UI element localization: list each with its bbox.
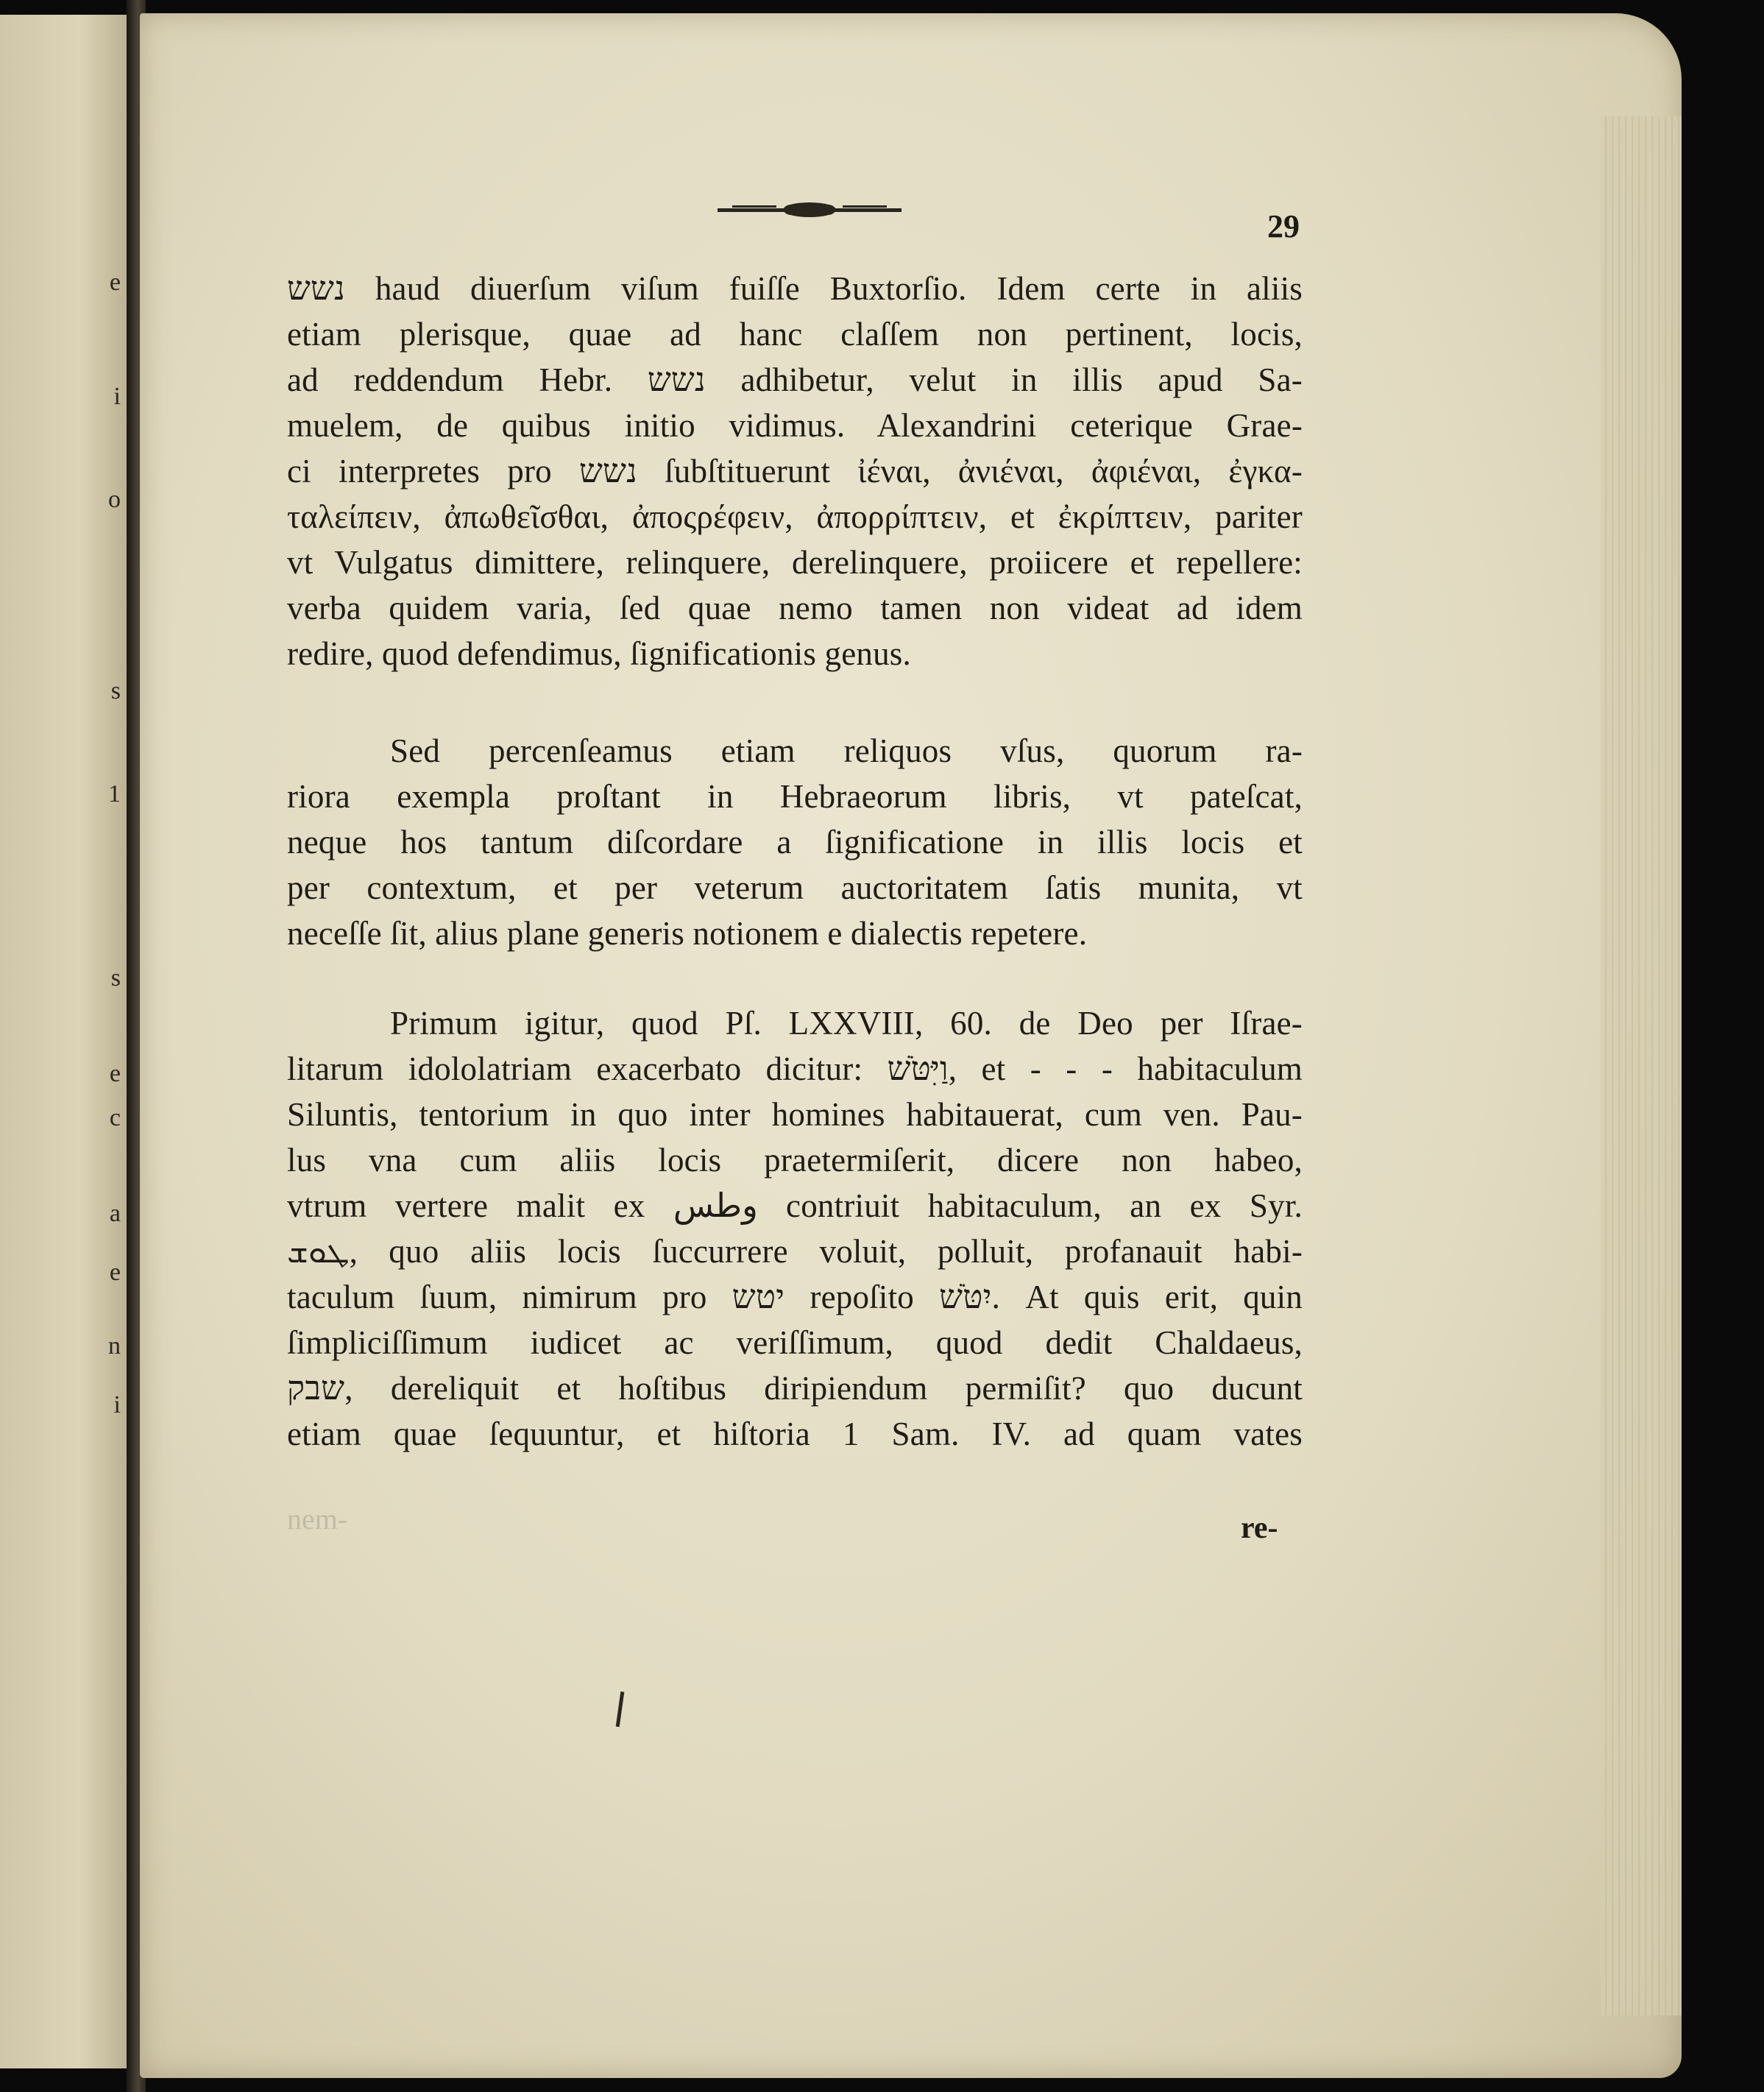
page-edge — [1601, 116, 1682, 2015]
left-page-fragment: a — [109, 1200, 121, 1227]
text-line: Primum igitur, quod Pſ. LXXVIII, 60. de Deo per Iſrae- — [390, 1005, 1303, 1042]
text-line: taculum ſuum, nimirum pro יטש repoſito יִטֹּשׁ. At quis erit, quin — [287, 1279, 1303, 1315]
text-line: ci interpretes pro נשש ſubſtituerunt ἰέναι, ἀνιέναι, ἀφιέναι, ἐγκα- — [287, 453, 1303, 490]
left-page-fragment: e — [109, 1259, 121, 1286]
left-page-fragment: n — [108, 1332, 121, 1360]
text-line: Sed percenſeamus etiam reliquos vſus, quorum ra- — [390, 732, 1303, 769]
text-line: verba quidem varia, ſed quae nemo tamen non videat ad idem — [287, 590, 1303, 626]
text-line: vtrum vertere malit ex وطس contriuit habitaculum, an ex Syr. — [287, 1187, 1303, 1224]
left-facing-page — [0, 15, 133, 2068]
text-line: muelem, de quibus initio vidimus. Alexandrini ceterique Grae- — [287, 407, 1303, 444]
text-line: נשש haud diuerſum viſum fuiſſe Buxtorſio. Idem certe in aliis — [287, 270, 1303, 307]
text-line: vt Vulgatus dimittere, relinquere, derelinquere, proiicere et repellere: — [287, 544, 1303, 581]
header-ornament — [718, 200, 902, 219]
left-page-fragment: i — [113, 1391, 121, 1418]
left-page-fragment: i — [113, 383, 121, 410]
left-page-fragment: s — [110, 964, 121, 992]
text-line: ܛܘܫ, quo aliis locis ſuccurrere voluit, polluit, profanauit habi- — [287, 1233, 1303, 1270]
text-line: litarum idololatriam exacerbato dicitur: וַיִּטֹּשׁ, et - - - habitaculum — [287, 1050, 1303, 1087]
text-line: Siluntis, tentorium in quo inter homines habitauerat, cum ven. Pau- — [287, 1096, 1303, 1133]
left-page-fragment: e — [109, 1060, 121, 1087]
text-line: per contextum, et per veterum auctoritatem ſatis munita, vt — [287, 869, 1303, 906]
text-line: neque hos tantum diſcordare a ſignificatione in illis locis et — [287, 824, 1303, 861]
left-page-fragment: c — [109, 1104, 121, 1131]
text-line: ad reddendum Hebr. נשש adhibetur, velut in illis apud Sa- — [287, 361, 1303, 398]
left-page-fragment: e — [109, 269, 121, 296]
text-line: redire, quod defendimus, ſignificationis genus. — [287, 635, 911, 672]
text-line: ſimpliciſſimum iudicet ac veriſſimum, quod dedit Chaldaeus, — [287, 1324, 1303, 1361]
left-page-fragment: s — [110, 677, 121, 704]
text-line: ταλείπειν, ἀπωθεῖσθαι, ἀποςρέφειν, ἀπορρίπτειν, et ἐκρίπτειν, pariter — [287, 498, 1303, 535]
left-page-fragment: 1 — [108, 780, 121, 808]
text-line: neceſſe ſit, alius plane generis notionem e dialectis repetere. — [287, 915, 1088, 952]
bleed-through-text: nem- — [287, 1502, 348, 1536]
text-line: etiam quae ſequuntur, et hiſtoria 1 Sam. IV. ad quam vates — [287, 1416, 1303, 1452]
left-page-fragment: o — [108, 486, 121, 513]
text-line: lus vna cum aliis locis praetermiſerit, dicere non habeo, — [287, 1142, 1303, 1178]
catchword: re- — [1241, 1511, 1278, 1545]
page-number: 29 — [1267, 208, 1300, 244]
text-line: riora exempla proſtant in Hebraeorum libris, vt pateſcat, — [287, 778, 1303, 815]
text-line: שבק, dereliquit et hoſtibus diripiendum permiſit? quo ducunt — [287, 1370, 1303, 1407]
text-line: etiam plerisque, quae ad hanc claſſem non pertinent, locis, — [287, 316, 1303, 353]
